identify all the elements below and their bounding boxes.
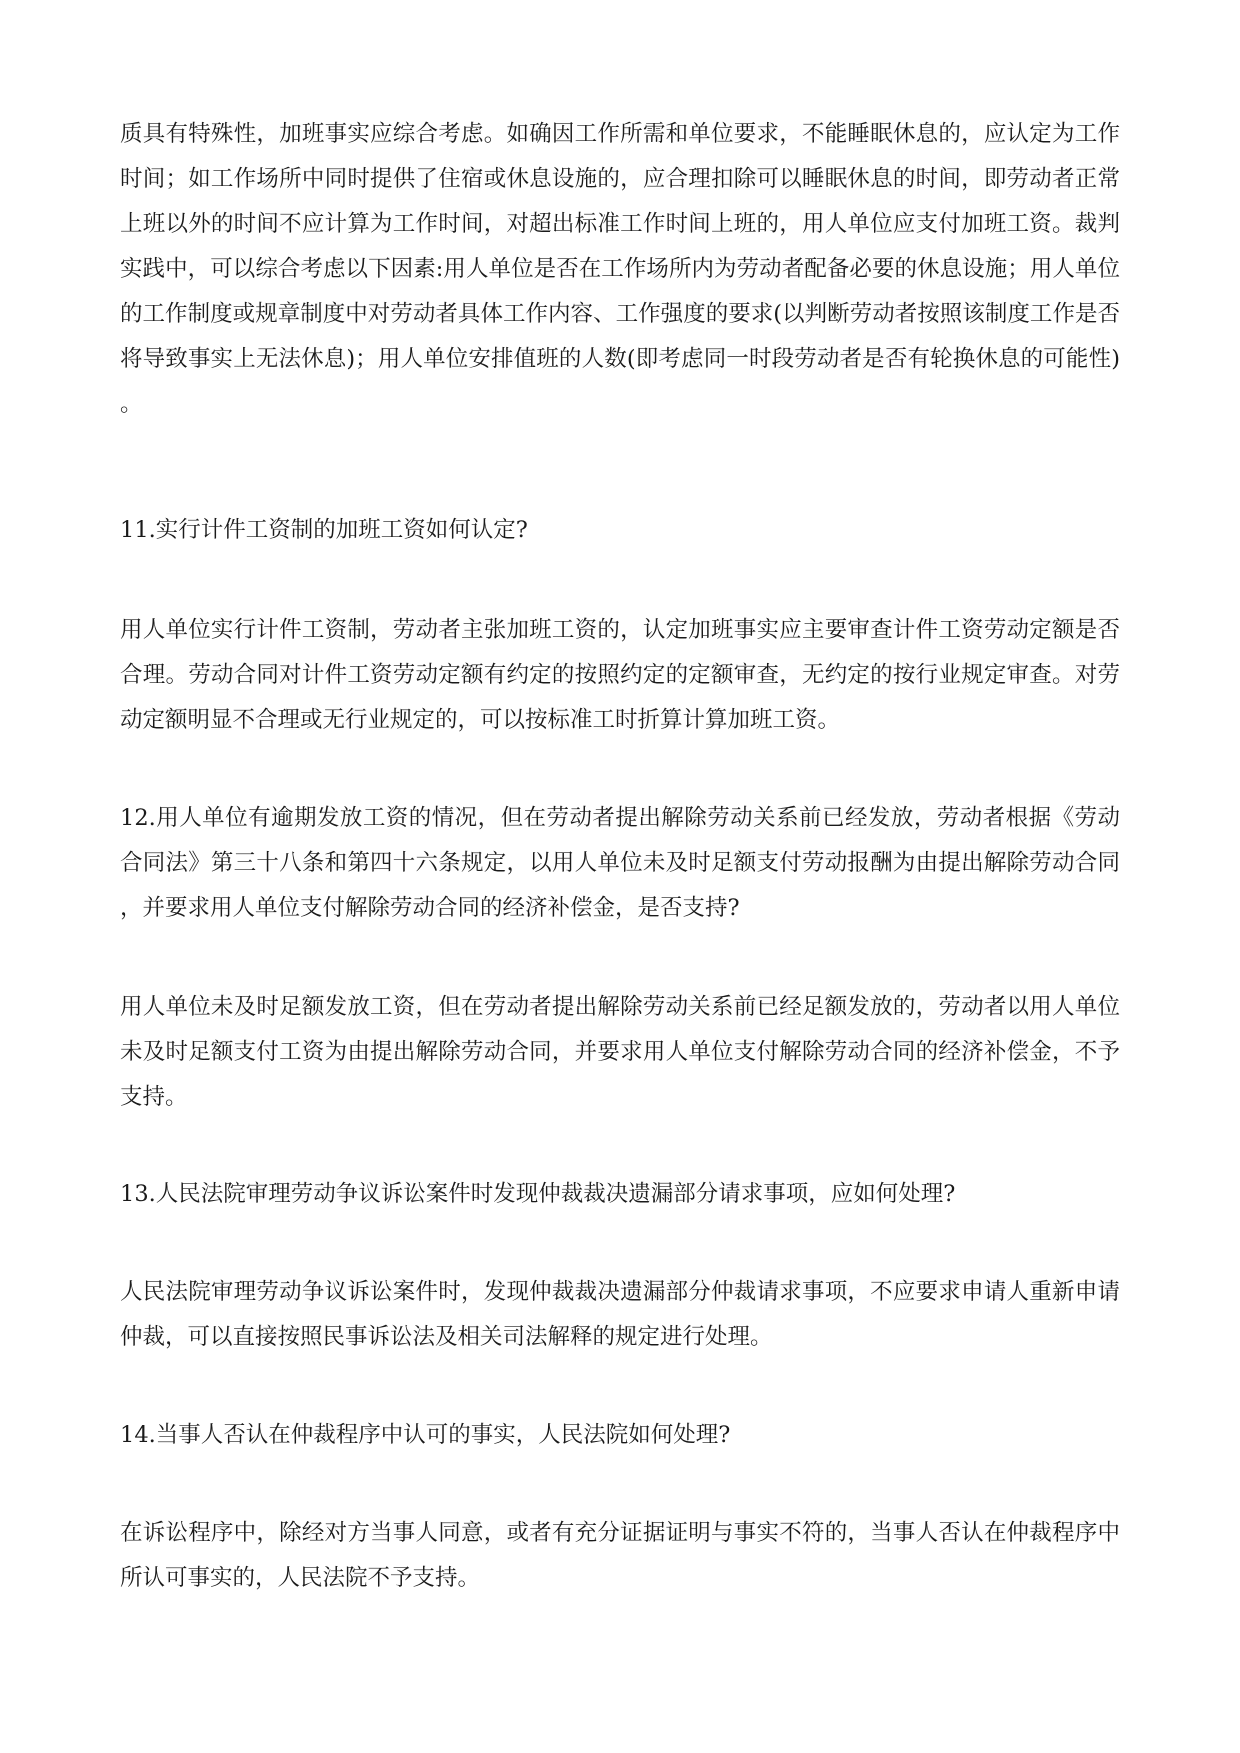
paragraph-continuation: 质具有特殊性，加班事实应综合考虑。如确因工作所需和单位要求，不能睡眠休息的，应认定为工作时间；如工作场所中同时提供了住宿或休息设施的，应合理扣除可以睡眠休息的时间，即劳动者正常上班以外的时间不应计算为工作时间，对超出标准工作时间上班的，用人单位应支付加班工资。裁判实践中，可以综合考虑以下因素:用人单位是否在工作场所内为劳动者配备必要的休息设施；用人单位的工作制度或规章制度中对劳动者具体工作内容、工作强度的要求(以判断劳动者按照该制度工作是否将导致事实上无法休息)；用人单位安排值班的人数(即考虑同一时段劳动者是否有轮换休息的可能性)。 bbox=[120, 121, 1120, 417]
answer-14: 在诉讼程序中，除经对方当事人同意，或者有充分证据证明与事实不符的，当事人否认在仲裁程序中所认可事实的，人民法院不予支持。 bbox=[120, 1520, 1120, 1591]
question-14: 14.当事人否认在仲裁程序中认可的事实，人民法院如何处理? bbox=[120, 1422, 731, 1448]
answer-13: 人民法院审理劳动争议诉讼案件时，发现仲裁裁决遗漏部分仲裁请求事项，不应要求申请人重新申请仲裁，可以直接按照民事诉讼法及相关司法解释的规定进行处理。 bbox=[120, 1279, 1120, 1350]
question-11: 11.实行计件工资制的加班工资如何认定? bbox=[120, 517, 528, 543]
question-12: 12.用人单位有逾期发放工资的情况，但在劳动者提出解除劳动关系前已经发放，劳动者根据《劳动合同法》第三十八条和第四十六条规定，以用人单位未及时足额支付劳动报酬为由提出解除劳动合同，并要求用人单位支付解除劳动合同的经济补偿金，是否支持? bbox=[120, 805, 1120, 921]
question-13: 13.人民法院审理劳动争议诉讼案件时发现仲裁裁决遗漏部分请求事项，应如何处理? bbox=[120, 1181, 956, 1207]
answer-12: 用人单位未及时足额发放工资，但在劳动者提出解除劳动关系前已经足额发放的，劳动者以用人单位未及时足额支付工资为由提出解除劳动合同，并要求用人单位支付解除劳动合同的经济补偿金，不予支持。 bbox=[120, 994, 1120, 1110]
answer-11: 用人单位实行计件工资制，劳动者主张加班工资的，认定加班事实应主要审查计件工资劳动定额是否合理。劳动合同对计件工资劳动定额有约定的按照约定的定额审查，无约定的按行业规定审查。对劳动定额明显不合理或无行业规定的，可以按标准工时折算计算加班工资。 bbox=[120, 617, 1120, 733]
